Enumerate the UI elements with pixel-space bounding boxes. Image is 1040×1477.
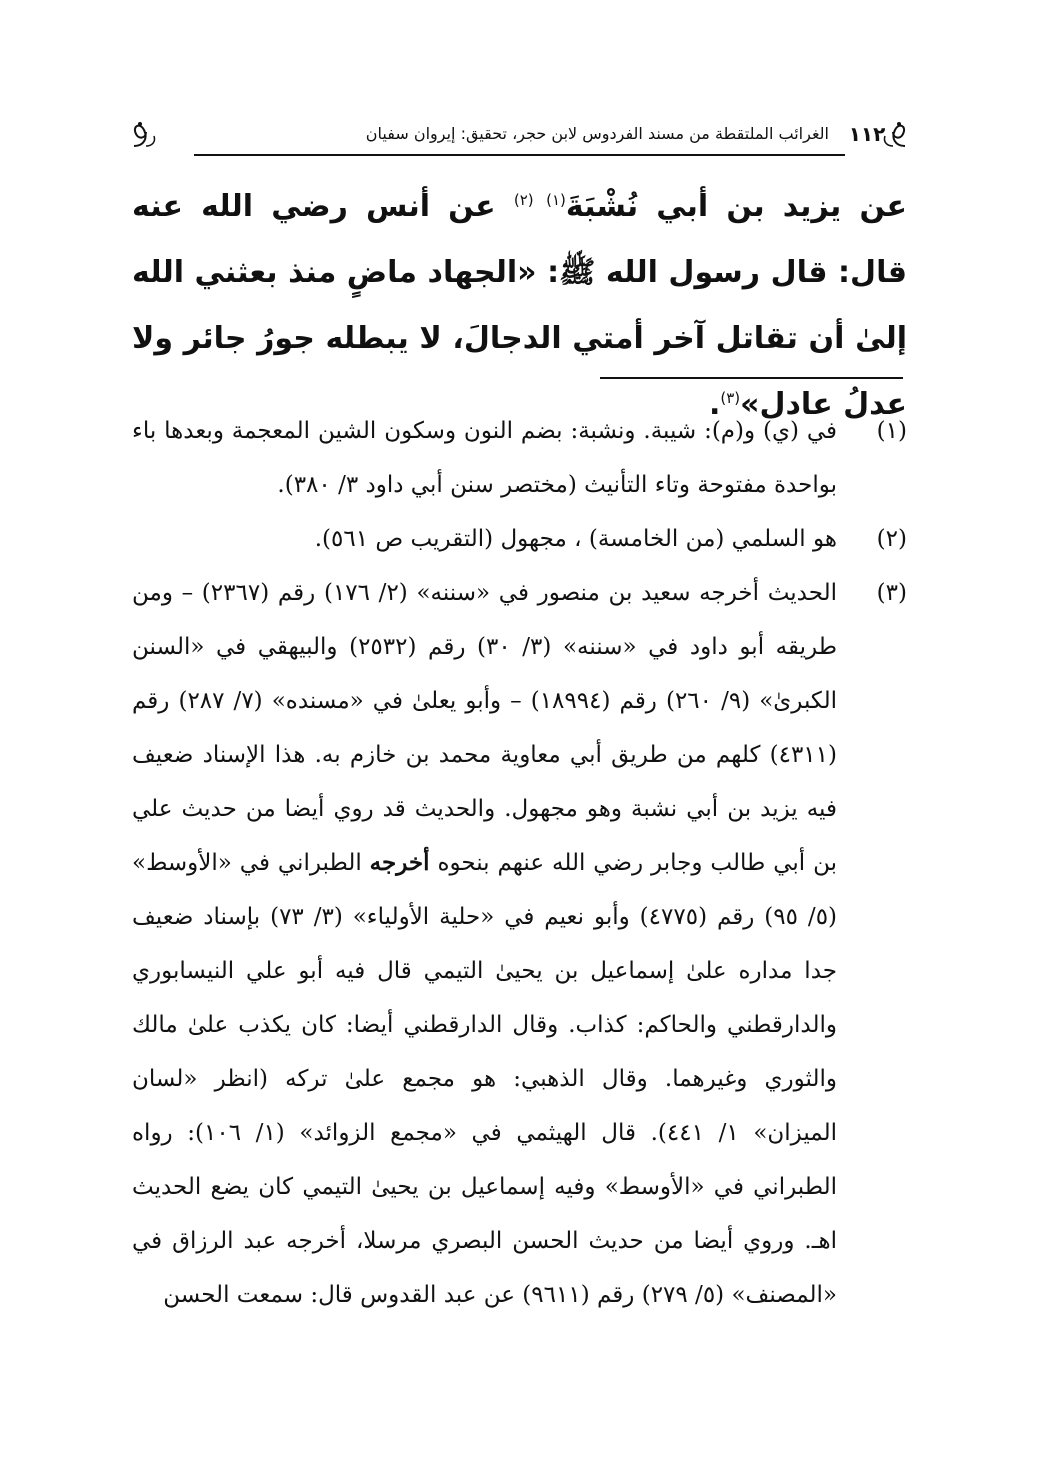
footnote	[132, 512, 907, 566]
page-number: ١١٢	[848, 122, 886, 146]
footnote-text: في (ي) و(م): شيبة. ونشبة: بضم النون وسكون الشين المعجمة وبعدها باء بواحدة مفتوحة وتاء التأنيث (مختصر سنن أبي داود ٣/ ٣٨٠).	[132, 418, 837, 498]
footnote-text: هو السلمي (من الخامسة) ، مجهول (التقريب ص ٥٦١).	[314, 526, 837, 552]
footnote-text	[132, 580, 837, 1308]
end-mark: .	[708, 387, 721, 422]
footnote-text-part: الحديث أخرجه سعيد بن منصور في «سننه» (٢/ ١٧٦) رقم (٢٣٦٧) – ومن طريقه أبو داود في «سننه» (٣/ ٣٠) رقم (٢٥٣٢) والبيهقي في «السنن الكبرىٰ» (٩/ ٢٦٠) رقم (١٨٩٩٤) – وأبو يعلىٰ في «مسنده» (٧/ ٢٨٧) رقم (٤٣١١) كلهم من طريق أبي معاوية محمد بن خازم به. هذا الإسناد ضعيف فيه يزيد بن أبي نشبة وهو مجهول. والحديث قد روي أيضا من حديث علي بن أبي طالب وجابر رضي الله عنهم بنحوه	[132, 580, 838, 876]
footnote-separator	[600, 377, 903, 379]
footnote-ref: (١) (٢)	[513, 191, 566, 209]
running-header	[132, 112, 907, 158]
footnote	[132, 566, 907, 1322]
footnote-ref: (٣)	[720, 389, 741, 407]
matn-text: «الجهاد ماضٍ منذ بعثني الله إلىٰ أن تقاتل آخر أمتي الدجالَ، لا يبطله جورُ جائر ولا عدلُ عادل»	[132, 255, 907, 422]
footnote-number: (٣)	[876, 580, 907, 606]
footnotes	[132, 404, 907, 1322]
narrator-text: عن يزيد بن أبي نُشْبَةَ	[565, 189, 907, 224]
header-rule	[194, 154, 845, 156]
footnote-number: (١)	[876, 418, 907, 444]
header-ornament-icon	[132, 116, 192, 152]
footnote-emphasis: أخرجه	[369, 849, 430, 876]
footnote-number: (٢)	[876, 526, 907, 552]
hadith-text	[132, 174, 907, 438]
running-title: الغرائب الملتقطة من مسند الفردوس لابن حجر، تحقيق: إيروان سفيان	[365, 124, 829, 143]
footnote-text-part: الطبراني في «الأوسط» (٥/ ٩٥) رقم (٤٧٧٥) وأبو نعيم في «حلية الأولياء» (٣/ ٧٣) بإسناد ضعيف جدا مداره علىٰ إسماعيل بن يحيىٰ التيمي قال فيه أبو علي النيسابوري والدارقطني والحاكم: كذاب. وقال الدارقطني أيضا: كان يكذب علىٰ مالك والثوري وغيرهما. وقال الذهبي: هو مجمع علىٰ تركه (انظر «لسان الميزان» ١/ ٤٤١). قال الهيثمي في «مجمع الزوائد» (١/ ١٠٦): رواه الطبراني في «الأوسط» وفيه إسماعيل بن يحيىٰ التيمي كان يضع الحديث اهـ. وروي أيضا من حديث الحسن البصري مرسلا، أخرجه عبد الرزاق في «المصنف» (٥/ ٢٧٩) رقم (٩٦١١) عن عبد القدوس قال: سمعت الحسن	[132, 850, 838, 1308]
footnote	[132, 404, 907, 512]
isnad-text: عن أنس رضي الله عنه قال: قال رسول الله ﷺ:	[132, 189, 907, 290]
